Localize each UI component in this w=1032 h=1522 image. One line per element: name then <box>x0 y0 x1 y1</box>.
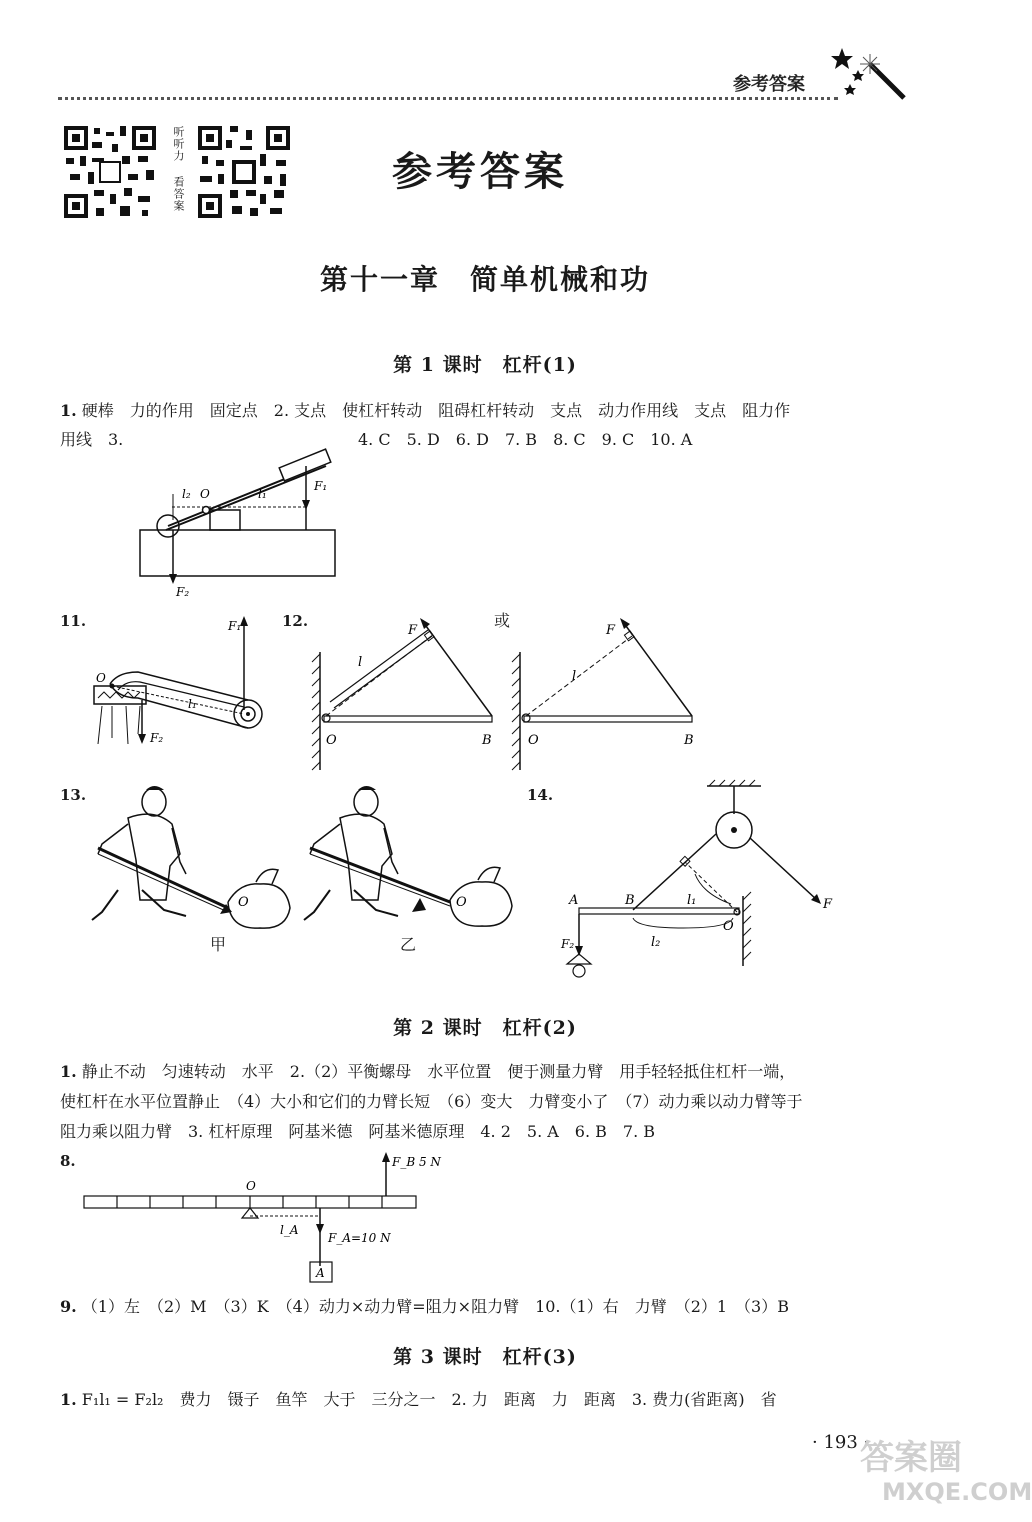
label-f: F <box>606 623 616 638</box>
answer-text: F₁l₁ = F₂l₂ 费力 镊子 鱼竿 大于 三分之一 2. 力 距离 力 距离 3. 费力(省距离) 省 <box>81 1390 777 1409</box>
answer-number: 9. <box>60 1297 77 1316</box>
answer-number: 1. <box>60 1062 77 1081</box>
figure-11-lever-diagram <box>88 610 278 750</box>
header-label: 参考答案 <box>733 74 805 95</box>
answer-number: 1. <box>60 1390 77 1409</box>
label-a: A <box>569 893 579 908</box>
watermark-url: MXQE.COM <box>882 1478 1032 1506</box>
answers-s2-line2: 使杠杆在水平位置静止 （4）大小和它们的力臂长短 （6）变大 力臂变小了 （7）动力乘以动力臂等于 <box>60 1092 803 1111</box>
answers-s2-line3: 阻力乘以阻力臂 3. 杠杆原理 阿基米德 阿基米德原理 4. 2 5. A 6. B 7. B <box>60 1122 656 1141</box>
label-l1: l₁ <box>258 487 267 501</box>
answers-s1-line1 <box>60 396 915 425</box>
label-f: F <box>823 897 833 912</box>
answer-text: （1）左 （2）M （3）K （4）动力×动力臂=阻力×阻力臂 10.（1）右 力臂 （2）1 （3）B <box>81 1297 789 1316</box>
or-label: 或 <box>494 611 511 630</box>
answer-number: 1. <box>60 401 77 420</box>
label-l: l <box>358 655 363 670</box>
label-o: O <box>96 671 106 685</box>
figure-14-pulley-lever-diagram <box>555 778 845 988</box>
figure-13-caption-jia: 甲 <box>210 935 227 954</box>
label-f: F <box>408 623 418 638</box>
question-11-label: 11. <box>60 612 87 630</box>
page-number: · 193 · <box>812 1432 870 1453</box>
label-f1: F₁ <box>314 479 328 493</box>
label-l: l <box>572 669 577 684</box>
label-l2: l₂ <box>651 935 661 950</box>
magic-wand-icon <box>830 40 910 104</box>
figure-13-caption-yi: 乙 <box>400 935 417 954</box>
label-b: B <box>625 893 635 908</box>
label-l1: l₁ <box>687 893 697 908</box>
label-a: A <box>316 1266 325 1280</box>
figure-3-lever-diagram <box>130 450 350 600</box>
page-title: 参考答案 <box>392 148 568 195</box>
label-la: l_A <box>280 1223 299 1237</box>
label-fa: F_A=10 N <box>328 1231 391 1245</box>
label-l2: l₂ <box>182 487 191 501</box>
label-f2: F₂ <box>561 937 575 951</box>
question-14-label: 14. <box>527 786 554 804</box>
qr-caption-2: 看答案 <box>172 176 185 212</box>
figure-13-man-lever-jia <box>88 778 308 948</box>
answers-s2-line1 <box>60 1057 915 1086</box>
label-b: B <box>684 733 694 748</box>
label-fb: F_B 5 N <box>392 1155 441 1169</box>
label-o: O <box>528 733 539 748</box>
label-f2: F₂ <box>176 585 190 599</box>
answers-s1-line2: 用线 3. <box>60 430 124 449</box>
section-title-2: 第 2 课时 杠杆(2) <box>393 1017 577 1039</box>
label-o: O <box>456 895 467 910</box>
figure-12-lever-diagram-b <box>508 612 708 772</box>
question-12-label: 12. <box>282 612 309 630</box>
question-8-label: 8. <box>60 1152 76 1170</box>
watermark-logo: 答案圈 <box>860 1438 962 1478</box>
label-f2: F₂ <box>150 731 164 745</box>
answers-s2-line9 <box>60 1292 915 1321</box>
answer-text: 硬棒 力的作用 固定点 2. 支点 使杠杆转动 阻碍杠杆转动 支点 动力作用线 支点 阻力作 <box>81 401 791 420</box>
label-o: O <box>326 733 337 748</box>
label-l1: l₁ <box>188 697 197 711</box>
label-o: O <box>246 1179 256 1193</box>
answers-s1-tail: 4. C 5. D 6. D 7. B 8. C 9. C 10. A <box>358 430 693 449</box>
section-title-1: 第 1 课时 杠杆(1) <box>393 354 577 376</box>
figure-13-man-lever-yi <box>300 778 520 948</box>
qr-caption-1: 听听力 <box>172 126 185 162</box>
label-o: O <box>200 487 210 501</box>
header-rule <box>58 97 838 100</box>
figure-12-lever-diagram-a <box>308 612 508 772</box>
label-o: O <box>723 919 734 934</box>
label-f1: F₁ <box>228 619 242 633</box>
label-o: O <box>238 895 249 910</box>
section-title-3: 第 3 课时 杠杆(3) <box>393 1346 577 1368</box>
answer-text: 静止不动 匀速转动 水平 2.（2）平衡螺母 水平位置 便于测量力臂 用手轻轻抵住杠杆一端， <box>81 1062 796 1081</box>
question-13-label: 13. <box>60 786 87 804</box>
answers-s3-line1 <box>60 1385 915 1414</box>
figure-8-lever-diagram <box>80 1148 441 1288</box>
label-b: B <box>482 733 492 748</box>
chapter-title: 第十一章 简单机械和功 <box>319 263 650 296</box>
